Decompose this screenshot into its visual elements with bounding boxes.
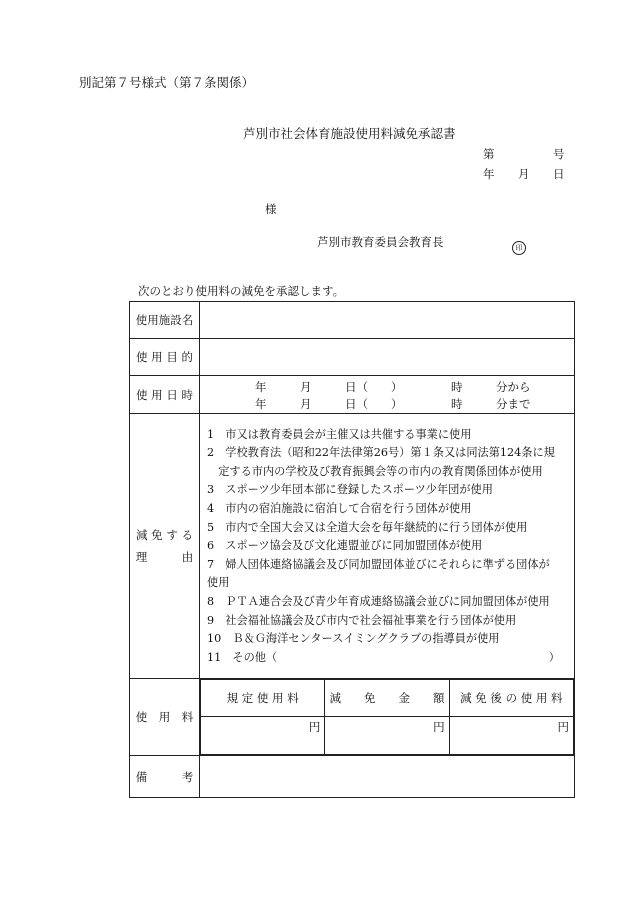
fee-reduction-value[interactable] — [325, 717, 449, 755]
issuer-name: 芦別市教育委員会教育長 — [317, 235, 444, 249]
form-reference: 別記第７号様式（第７条関係） — [79, 75, 255, 90]
reason-item[interactable]: 9 社会福祉協議会及び市内で社会福祉事業を行う団体が使用 — [207, 613, 517, 627]
reason-item[interactable]: 7 婦人団体連絡協議会及び同加盟団体並びにそれらに準ずる団体が — [207, 557, 550, 571]
reason-label-line1: 減 免 す る — [136, 528, 193, 542]
dt2-hour: 時 — [451, 396, 463, 411]
reason-item[interactable]: 6 スポーツ協会及び文化連盟並びに同加盟団体が使用 — [207, 539, 483, 553]
reason-list — [200, 414, 575, 679]
datetime-row — [130, 376, 575, 414]
reason-item[interactable]: 5 市内で全国大会又は全道大会を毎年継続的に行う団体が使用 — [207, 520, 528, 534]
fee-header-reduction: 減 免 金 額 — [325, 680, 449, 717]
fee-table-cell — [200, 679, 575, 756]
date-year: 年 — [483, 167, 495, 181]
datetime-value[interactable] — [200, 376, 575, 414]
facility-label: 使用施設名 — [130, 302, 200, 339]
reason-other-text: 11 その他（ — [207, 650, 278, 664]
yen-unit: 円 — [557, 720, 569, 734]
reason-item[interactable]: 8 ＰＴＡ連合会及び青少年育成連絡協議会並びに同加盟団体が使用 — [207, 594, 550, 608]
dt2-minute: 分まで — [496, 396, 531, 411]
facility-row — [130, 302, 575, 339]
purpose-value[interactable] — [200, 339, 575, 376]
reason-item-other[interactable] — [207, 649, 568, 668]
dt2-month: 月 — [300, 396, 312, 411]
yen-unit: 円 — [308, 720, 321, 734]
reason-item-cont: 定する市内の学校及び教育振興会等の市内の教育関係団体が使用 — [207, 464, 543, 478]
reason-item-cont: 使用 — [207, 576, 230, 590]
reason-label-line2: 理 由 — [135, 550, 194, 564]
dt1-year: 年 — [255, 379, 267, 394]
document-title: 芦別市社会体育施設使用料減免承認書 — [243, 126, 456, 141]
dt1-hour: 時 — [451, 379, 463, 394]
dt2-year: 年 — [255, 396, 267, 411]
fee-subtable — [200, 679, 574, 755]
dt1-minute: 分から — [496, 379, 531, 394]
fee-row — [130, 679, 575, 756]
dt1-day: 日（ ） — [345, 379, 403, 394]
reason-label — [130, 414, 200, 679]
datetime-label: 使 用 日 時 — [130, 376, 200, 414]
fee-header-standard: 規 定 使 用 料 — [201, 680, 325, 717]
seal-label: 印 — [512, 241, 526, 255]
dt1-month: 月 — [300, 379, 312, 394]
remarks-row — [130, 756, 575, 798]
addressee-suffix: 様 — [265, 202, 277, 216]
remarks-value[interactable] — [200, 756, 575, 798]
fee-after-value[interactable] — [449, 717, 573, 755]
fee-standard-value[interactable] — [201, 717, 325, 755]
remarks-label: 備 考 — [130, 756, 200, 798]
reason-row — [130, 414, 575, 679]
reason-item[interactable]: 1 市又は教育委員会が主催又は共催する事業に使用 — [207, 427, 472, 441]
intro-text: 次のとおり使用料の減免を承認します。 — [138, 284, 345, 298]
date-month: 月 — [518, 167, 530, 181]
number-prefix: 第 — [483, 147, 495, 161]
purpose-row — [130, 339, 575, 376]
reason-item[interactable]: 2 学校教育法（昭和22年法律第26号）第１条又は同法第124条に規 — [207, 446, 555, 460]
date-day: 日 — [553, 167, 565, 181]
application-table — [129, 301, 575, 798]
reason-item[interactable]: 10 Ｂ＆Ｇ海洋センタースイミングクラブの指導員が使用 — [207, 632, 500, 646]
yen-unit: 円 — [433, 720, 445, 734]
fee-label: 使 用 料 — [130, 679, 200, 756]
number-suffix: 号 — [553, 147, 565, 161]
facility-value[interactable] — [200, 302, 575, 339]
reason-item[interactable]: 4 市内の宿泊施設に宿泊して合宿を行う団体が使用 — [207, 502, 472, 516]
dt2-day: 日（ ） — [345, 396, 403, 411]
reason-other-close: ） — [548, 650, 560, 664]
reason-item[interactable]: 3 スポーツ少年団本部に登録したスポーツ少年団が使用 — [207, 483, 493, 497]
seal-mark — [512, 235, 526, 255]
purpose-label: 使 用 目 的 — [130, 339, 200, 376]
fee-header-after: 減 免 後 の 使 用 料 — [449, 680, 573, 717]
